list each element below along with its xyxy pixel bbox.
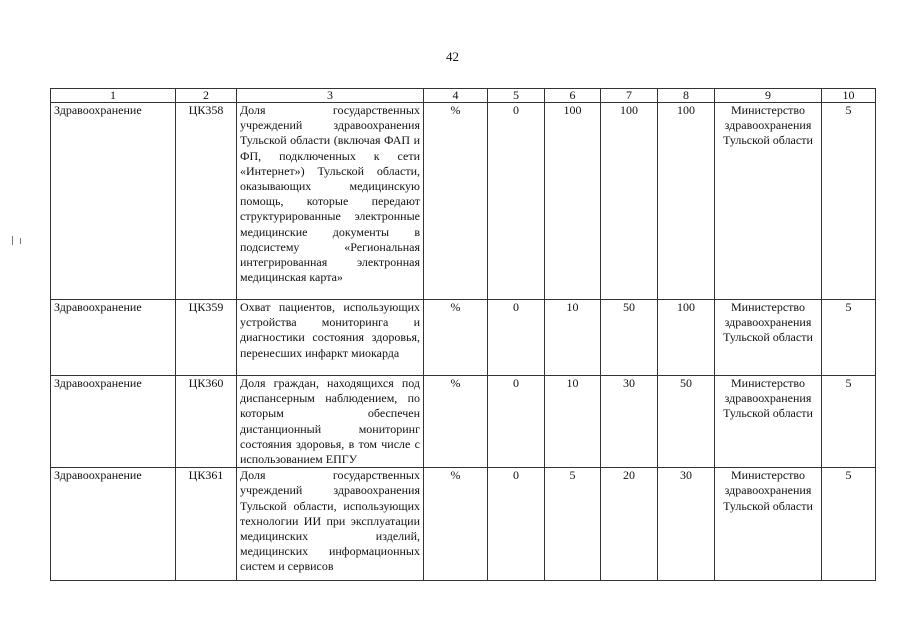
- value-cell: 20: [601, 468, 658, 581]
- scan-mark: [12, 236, 13, 245]
- authority-cell: Министерство здравоохранения Тульской области: [715, 468, 822, 581]
- sector-cell: Здравоохранение: [51, 468, 176, 581]
- sector-cell: Здравоохранение: [51, 103, 176, 300]
- column-number: 7: [601, 89, 658, 103]
- code-cell: ЦК359: [176, 300, 237, 376]
- unit-cell: %: [424, 103, 488, 300]
- column-number: 6: [545, 89, 601, 103]
- code-cell: ЦК361: [176, 468, 237, 581]
- indicator-name-cell: Доля государственных учреждений здравоохранения Тульской области (включая ФАП и ФП, подключенных к сети «Интернет») Тульской области, оказывающих медицинскую помощь, которые передают структурированные электронные медицинские документы в подсистему «Региональная интегрированная электронная медицинская карта»: [237, 103, 424, 300]
- code-cell: ЦК360: [176, 376, 237, 468]
- value-cell: 10: [545, 376, 601, 468]
- column-number-row: [51, 89, 876, 103]
- value-cell: 0: [488, 468, 545, 581]
- column-number: 2: [176, 89, 237, 103]
- value-cell: 5: [822, 468, 876, 581]
- table-row: [51, 468, 876, 581]
- authority-cell: Министерство здравоохранения Тульской области: [715, 300, 822, 376]
- scan-mark: [20, 238, 21, 244]
- code-cell: ЦК358: [176, 103, 237, 300]
- sector-cell: Здравоохранение: [51, 300, 176, 376]
- value-cell: 100: [658, 103, 715, 300]
- value-cell: 30: [658, 468, 715, 581]
- value-cell: 30: [601, 376, 658, 468]
- column-number: 5: [488, 89, 545, 103]
- value-cell: 5: [822, 103, 876, 300]
- indicators-table: [50, 88, 876, 581]
- sector-cell: Здравоохранение: [51, 376, 176, 468]
- table-row: [51, 300, 876, 376]
- indicator-name-cell: Охват пациентов, использующих устройства мониторинга и диагностики состояния здоровья, перенесших инфаркт миокарда: [237, 300, 424, 376]
- value-cell: 100: [658, 300, 715, 376]
- value-cell: 5: [545, 468, 601, 581]
- indicator-name-cell: Доля граждан, находящихся под диспансерным наблюдением, по которым обеспечен дистанционный мониторинг состояния здоровья, в том числе с использованием ЕПГУ: [237, 376, 424, 468]
- authority-cell: Министерство здравоохранения Тульской области: [715, 103, 822, 300]
- value-cell: 5: [822, 376, 876, 468]
- value-cell: 10: [545, 300, 601, 376]
- unit-cell: %: [424, 468, 488, 581]
- column-number: 10: [822, 89, 876, 103]
- authority-cell: Министерство здравоохранения Тульской области: [715, 376, 822, 468]
- table-row: [51, 103, 876, 300]
- value-cell: 50: [658, 376, 715, 468]
- page-number: 42: [446, 49, 459, 64]
- value-cell: 100: [601, 103, 658, 300]
- value-cell: 100: [545, 103, 601, 300]
- value-cell: 0: [488, 300, 545, 376]
- column-number: 1: [51, 89, 176, 103]
- column-number: 3: [237, 89, 424, 103]
- column-number: 9: [715, 89, 822, 103]
- column-number: 4: [424, 89, 488, 103]
- column-number: 8: [658, 89, 715, 103]
- value-cell: 0: [488, 103, 545, 300]
- table-row: [51, 376, 876, 468]
- indicator-name-cell: Доля государственных учреждений здравоохранения Тульской области, использующих технологии ИИ при эксплуатации медицинских изделий, медицинских информационных систем и сервисов: [237, 468, 424, 581]
- unit-cell: %: [424, 376, 488, 468]
- value-cell: 0: [488, 376, 545, 468]
- value-cell: 5: [822, 300, 876, 376]
- unit-cell: %: [424, 300, 488, 376]
- value-cell: 50: [601, 300, 658, 376]
